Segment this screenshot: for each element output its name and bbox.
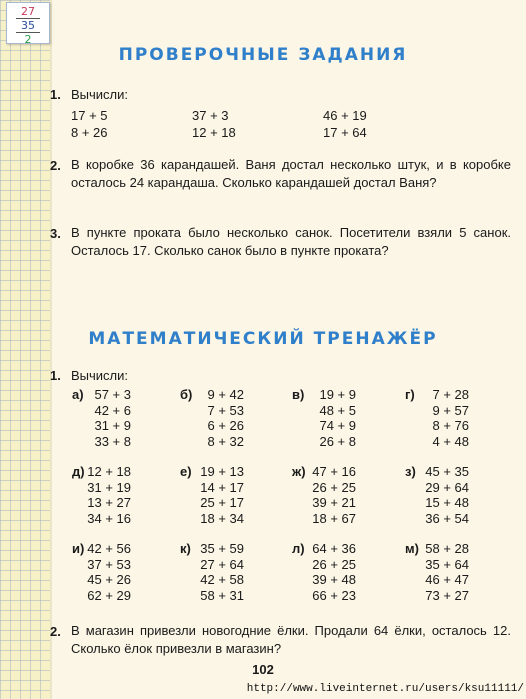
expression: 66 + 23 bbox=[312, 587, 356, 603]
expression: 19 + 9 bbox=[319, 387, 356, 402]
expression: 18 + 34 bbox=[200, 510, 244, 526]
expression: 12 + 18 bbox=[192, 125, 236, 140]
expression: 47 + 16 bbox=[312, 464, 356, 479]
expression: 17 + 64 bbox=[323, 125, 367, 140]
expression: 42 + 56 bbox=[87, 541, 131, 556]
expression: 8 + 32 bbox=[207, 433, 244, 449]
expression: 37 + 3 bbox=[192, 108, 229, 123]
expression-column bbox=[409, 387, 469, 449]
group-label: в) bbox=[292, 387, 305, 402]
expression: 33 + 8 bbox=[94, 433, 131, 449]
expression: 13 + 27 bbox=[87, 495, 131, 511]
group-label: ж) bbox=[292, 464, 306, 479]
group-label: а) bbox=[72, 387, 84, 402]
expression: 25 + 17 bbox=[200, 495, 244, 511]
group-label: к) bbox=[180, 541, 191, 556]
page-edge bbox=[50, 0, 52, 699]
expression-column bbox=[184, 464, 244, 526]
expression: 8 + 26 bbox=[71, 125, 108, 140]
expression: 7 + 28 bbox=[432, 387, 469, 402]
group-label: д) bbox=[72, 464, 85, 479]
expression: 42 + 58 bbox=[200, 572, 244, 588]
expression: 18 + 67 bbox=[312, 510, 356, 526]
task-title: Вычисли: bbox=[71, 368, 129, 383]
expression: 12 + 18 bbox=[87, 464, 131, 479]
group-label: г) bbox=[405, 387, 415, 402]
watermark-url: http://www.liveinternet.ru/users/ksu11111/ bbox=[246, 683, 524, 695]
task-number: 3. bbox=[50, 226, 61, 241]
expression: 64 + 36 bbox=[312, 541, 356, 556]
expression: 58 + 28 bbox=[425, 541, 469, 556]
group-label: б) bbox=[180, 387, 193, 402]
expression: 17 + 5 bbox=[71, 108, 108, 123]
expression: 36 + 54 bbox=[425, 510, 469, 526]
task-title: Вычисли: bbox=[71, 87, 129, 102]
expression: 58 + 31 bbox=[200, 587, 244, 603]
expression: 15 + 48 bbox=[425, 495, 469, 511]
expression: 35 + 59 bbox=[200, 541, 244, 556]
expression: 27 + 64 bbox=[200, 556, 244, 572]
expression: 74 + 9 bbox=[319, 418, 356, 434]
expression-column bbox=[71, 464, 131, 526]
group-label: е) bbox=[180, 464, 192, 479]
logo-number-middle: 35 bbox=[21, 19, 35, 32]
expression-column bbox=[184, 541, 244, 603]
expression-column bbox=[71, 107, 108, 141]
expression: 42 + 6 bbox=[94, 402, 131, 418]
expression: 6 + 26 bbox=[207, 418, 244, 434]
expression: 9 + 42 bbox=[207, 387, 244, 402]
expression: 7 + 53 bbox=[207, 402, 244, 418]
expression-column bbox=[296, 464, 356, 526]
expression-column bbox=[192, 107, 236, 141]
expression: 9 + 57 bbox=[432, 402, 469, 418]
task-number: 2. bbox=[50, 158, 61, 173]
expression: 8 + 76 bbox=[432, 418, 469, 434]
task-number: 2. bbox=[50, 624, 61, 639]
group-label: л) bbox=[292, 541, 305, 556]
expression: 26 + 25 bbox=[312, 556, 356, 572]
expression: 45 + 26 bbox=[87, 572, 131, 588]
expression: 37 + 53 bbox=[87, 556, 131, 572]
task-text: В коробке 36 карандашей. Ваня достал несколько штук, и в коробке осталось 24 карандаша. Сколько карандашей достал Ваня? bbox=[71, 157, 511, 190]
expression-column bbox=[409, 464, 469, 526]
expression: 46 + 47 bbox=[425, 572, 469, 588]
group-label: и) bbox=[72, 541, 85, 556]
group-label: з) bbox=[405, 464, 416, 479]
expression: 48 + 5 bbox=[319, 402, 356, 418]
page-number: 102 bbox=[252, 662, 274, 677]
grid-margin bbox=[0, 0, 50, 699]
expression: 45 + 35 bbox=[425, 464, 469, 479]
section-title-trainer: МАТЕМАТИЧЕСКИЙ ТРЕНАЖЁР bbox=[88, 329, 438, 349]
task-text: В магазин привезли новогодние ёлки. Продали 64 ёлки, осталось 12. Сколько ёлок привезли в магазин? bbox=[71, 623, 511, 656]
expression: 46 + 19 bbox=[323, 108, 367, 123]
expression: 35 + 64 bbox=[425, 556, 469, 572]
expression: 14 + 17 bbox=[200, 479, 244, 495]
section-title-check: ПРОВЕРОЧНЫЕ ЗАДАНИЯ bbox=[118, 45, 408, 65]
logo-number-bottom: 2 bbox=[24, 33, 32, 46]
expression: 31 + 9 bbox=[94, 418, 131, 434]
expression-column bbox=[296, 387, 356, 449]
expression-column bbox=[71, 387, 131, 449]
expression: 29 + 64 bbox=[425, 479, 469, 495]
expression: 57 + 3 bbox=[94, 387, 131, 402]
expression: 19 + 13 bbox=[200, 464, 244, 479]
logo-card bbox=[6, 2, 50, 44]
expression: 62 + 29 bbox=[87, 587, 131, 603]
group-label: м) bbox=[405, 541, 419, 556]
expression: 39 + 21 bbox=[312, 495, 356, 511]
expression: 26 + 8 bbox=[319, 433, 356, 449]
expression: 39 + 48 bbox=[312, 572, 356, 588]
task-text: В пункте проката было несколько санок. Посетители взяли 5 санок. Осталось 17. Сколько санок было в пункте проката? bbox=[71, 225, 511, 258]
expression: 26 + 25 bbox=[312, 479, 356, 495]
task-number: 1. bbox=[50, 368, 61, 383]
expression-column bbox=[409, 541, 469, 603]
expression-column bbox=[296, 541, 356, 603]
logo-number-top: 27 bbox=[21, 5, 35, 18]
expression: 4 + 48 bbox=[432, 433, 469, 449]
expression: 73 + 27 bbox=[425, 587, 469, 603]
expression-column bbox=[71, 541, 131, 603]
expression-column bbox=[323, 107, 367, 141]
expression: 31 + 19 bbox=[87, 479, 131, 495]
expression-column bbox=[184, 387, 244, 449]
task-number: 1. bbox=[50, 87, 61, 102]
expression: 34 + 16 bbox=[87, 510, 131, 526]
